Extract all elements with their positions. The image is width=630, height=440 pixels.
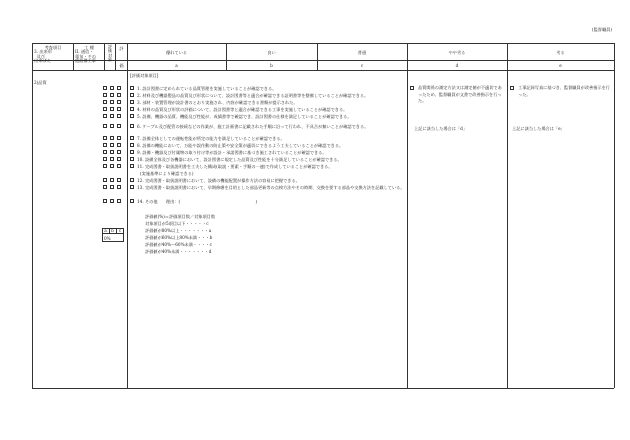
eval-checkbox[interactable] <box>110 136 114 140</box>
eval-checkbox[interactable] <box>117 178 121 182</box>
header-eval-2: 価 <box>119 63 124 68</box>
item-checkbox[interactable] <box>130 164 134 168</box>
eval-target-checkbox[interactable] <box>103 93 107 97</box>
checkbox-e[interactable] <box>510 86 514 90</box>
eval-target-checkbox[interactable] <box>103 164 107 168</box>
score-head-b: b <box>111 228 114 233</box>
score-line: 評価値(%)＝評価項目数／対象項目数 <box>145 214 216 219</box>
eval-checkbox[interactable] <box>110 143 114 147</box>
eval-checkbox[interactable] <box>117 199 121 203</box>
section-header: [評価対象項目] <box>130 73 159 78</box>
eval-target-checkbox[interactable] <box>103 143 107 147</box>
item-checkbox[interactable] <box>130 107 134 111</box>
item-checkbox[interactable] <box>130 100 134 104</box>
grade-header-a: 優れている <box>166 50 187 55</box>
header-item-body: 3. 出来形 及び 出来ばえ <box>34 49 52 64</box>
item-checkbox[interactable] <box>130 86 134 90</box>
item-checkbox[interactable] <box>130 185 134 189</box>
eval-target-checkbox[interactable] <box>103 136 107 140</box>
checklist-item: 5. 設備、機器の品質、機能及び性能が、成績書等で確認でき、設計図書の仕様を満足していることが確認できる。 <box>137 113 352 119</box>
header-eval-target: 評 価 対 象 <box>107 44 113 63</box>
item-checkbox[interactable] <box>130 114 134 118</box>
checklist-item: 9. 設備・機器及び付属物の取り付け等が設計・承諾図書に基づき施工されていることが確認できる。 <box>137 149 327 155</box>
item-checkbox[interactable] <box>130 143 134 147</box>
eval-checkbox[interactable] <box>110 164 114 168</box>
header-sub-label: 工 種 <box>84 45 94 50</box>
grade-letter-c: c <box>360 63 364 68</box>
eval-checkbox[interactable] <box>117 164 121 168</box>
eval-checkbox[interactable] <box>110 150 114 154</box>
header-eval: 評 <box>119 46 124 51</box>
col-d-note: 上記に該当した場合は「d」 <box>414 126 467 131</box>
eval-target-checkbox[interactable] <box>103 199 107 203</box>
checklist-item: 12. 完成図書・取扱説明書において、設備の機能配置が操作方法の容易に把握できる。 <box>137 177 300 183</box>
supervisor-label: (監督職員) <box>591 27 612 32</box>
grade-header-c: 普通 <box>357 50 367 55</box>
eval-checkbox[interactable] <box>110 114 114 118</box>
eval-target-checkbox[interactable] <box>103 178 107 182</box>
eval-target-checkbox[interactable] <box>103 124 107 128</box>
checklist-item: 4. 材料の品質及び形状の評価について、設計図書等と適合が確認できる工事を実施していることが確認できる。 <box>137 106 348 112</box>
eval-target-checkbox[interactable] <box>103 114 107 118</box>
eval-checkbox[interactable] <box>117 157 121 161</box>
col-e-note: 上記に該当した場合は「e」 <box>512 126 565 131</box>
eval-checkbox[interactable] <box>110 199 114 203</box>
grade-letter-b: b <box>270 63 273 68</box>
eval-checkbox[interactable] <box>110 93 114 97</box>
eval-target-checkbox[interactable] <box>103 100 107 104</box>
eval-checkbox[interactable] <box>110 124 114 128</box>
eval-target-checkbox[interactable] <box>103 86 107 90</box>
eval-checkbox[interactable] <box>110 157 114 161</box>
score-pct: 0% <box>104 236 111 241</box>
score-head-c: c <box>118 228 122 233</box>
eval-checkbox[interactable] <box>117 150 121 154</box>
score-line: 評価値が60%以上80%未満・・・b <box>145 235 213 240</box>
score-line: 評価値が80%以上・・・・・・・a <box>145 228 212 233</box>
grade-letter-d: d <box>455 63 459 68</box>
checkbox-d[interactable] <box>410 86 414 90</box>
item-checkbox[interactable] <box>130 199 134 203</box>
grade-header-d: やや劣る <box>448 50 466 55</box>
grade-header-b: 良い <box>267 50 276 55</box>
eval-target-checkbox[interactable] <box>103 150 107 154</box>
checklist-item: (実施基準により確認できる) <box>140 170 194 176</box>
checklist-item: 8. 設備の機能において、万能や誤作動の防止策や安全策が適切にできるよう工夫していることが確認できる。 <box>137 142 344 148</box>
eval-target-checkbox[interactable] <box>103 157 107 161</box>
eval-checkbox[interactable] <box>110 100 114 104</box>
category-label: 2)品質 <box>34 80 47 85</box>
eval-checkbox[interactable] <box>117 136 121 140</box>
score-head-a: a <box>104 228 107 233</box>
checklist-item: 2. 材料及び機器製品の品質及び形状について、設計図書等と適合が確認できる証明書等を整備していることが確認できる。 <box>137 92 369 98</box>
item-checkbox[interactable] <box>130 93 134 97</box>
col-d-text: 品質関係の測定方法又は測定値が不適切であったため、監督職員が文書で改善指示を行った。 <box>418 85 502 104</box>
score-line: 対象項目が5項目以下・・・・・c <box>145 221 209 226</box>
item-checkbox[interactable] <box>130 178 134 182</box>
eval-checkbox[interactable] <box>117 86 121 90</box>
score-line: 評価値が40%～60%未満・・・・c <box>145 242 213 247</box>
checklist-item: 10. 設備全体及び各機器において、設計図書に規定した品質及び性能を十分満足していることが確認できる。 <box>137 156 342 162</box>
score-line: 評価値が40%未満・・・・・・・d <box>145 249 212 254</box>
grade-header-e: 劣る <box>556 50 565 55</box>
header-item-label: 考査項目 <box>44 45 62 50</box>
grade-letter-a: a <box>175 63 178 68</box>
eval-checkbox[interactable] <box>110 185 114 189</box>
item-checkbox[interactable] <box>130 124 134 128</box>
checklist-item: 14. その他 理由：( ) <box>137 198 258 204</box>
eval-checkbox[interactable] <box>110 178 114 182</box>
col-e-text: 工事記録写真に基づき、監督職員が改善指示を行った。 <box>518 85 610 97</box>
eval-checkbox[interactable] <box>117 93 121 97</box>
item-checkbox[interactable] <box>130 150 134 154</box>
item-checkbox[interactable] <box>130 157 134 161</box>
checklist-item: 6. ケーブル及び配管の接続などの作業が、施工計画書に記載された手順に沿って行われ、不具合が無いことが確認できる。 <box>137 123 369 129</box>
eval-checkbox[interactable] <box>110 86 114 90</box>
item-checkbox[interactable] <box>130 136 134 140</box>
eval-checkbox[interactable] <box>110 107 114 111</box>
eval-target-checkbox[interactable] <box>103 107 107 111</box>
header-sub-body: II. 通信・ 電気・その 他設備工事 <box>75 49 96 64</box>
eval-checkbox[interactable] <box>117 185 121 189</box>
checklist-item: 11. 完成図書・取扱説明書を工夫した構成(取説・要素・手順の一連)で作成していることが確認できる。 <box>137 163 333 169</box>
eval-checkbox[interactable] <box>117 124 121 128</box>
eval-checkbox[interactable] <box>117 107 121 111</box>
eval-checkbox[interactable] <box>117 143 121 147</box>
eval-checkbox[interactable] <box>117 100 121 104</box>
checklist-item: 3. 部材・装置管理が設計書のとおり実施され、内容が確認できる書類が提示された。 <box>137 99 298 105</box>
checklist-item: 13. 完成図書・取扱説明書において、早期修繕を目的とした部品更新等の点検方法やその時期、交換を要する部品や交換方法を記載している。 <box>137 184 405 190</box>
checklist-item: 1. 設計図書に定められている品質管理を実施していることが確認できる。 <box>137 85 277 91</box>
eval-target-checkbox[interactable] <box>103 185 107 189</box>
checklist-item: 7. 設備全体としての運転性能が所定の能力を満足していることが確認できる。 <box>137 135 285 141</box>
eval-checkbox[interactable] <box>117 114 121 118</box>
grade-letter-e: e <box>559 63 562 68</box>
